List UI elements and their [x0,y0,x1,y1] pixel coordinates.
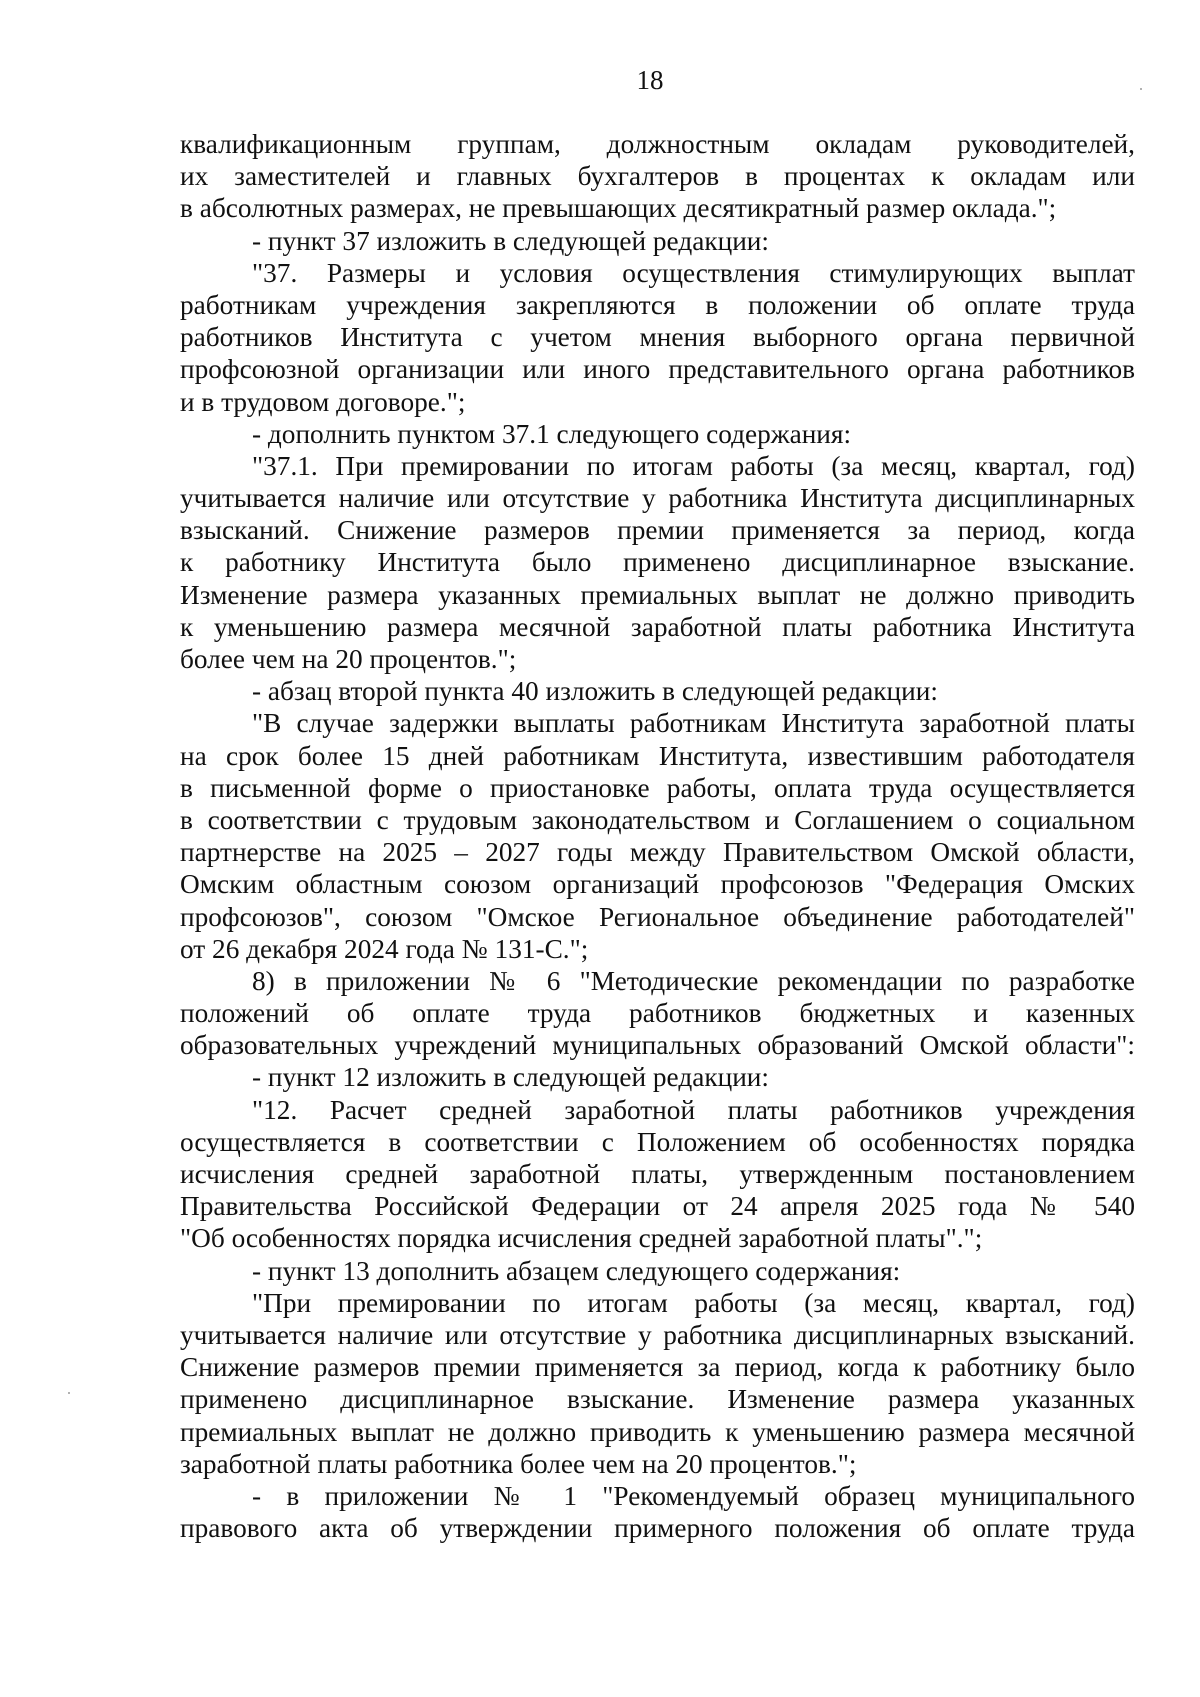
text-line: 8) в приложении № 6 "Методические рекомендации по разработке [252,965,1135,996]
text-line: применено дисциплинарное взыскание. Изменение размера указанных [180,1384,1135,1415]
text-line: их заместителей и главных бухгалтеров в процентах к окладам или [180,161,1135,192]
scan-speck [1140,88,1142,90]
text-line: на срок более 15 дней работникам Института, известившим работодателя [180,740,1135,771]
text-line: и в трудовом договоре."; [180,386,466,417]
text-line: - пункт 12 изложить в следующей редакции: [252,1062,769,1093]
text-line: взысканий. Снижение размеров премии применяется за период, когда [180,515,1135,546]
text-line: "При премировании по итогам работы (за месяц, квартал, год) [252,1287,1135,1318]
text-line: - пункт 13 дополнить абзацем следующего содержания: [252,1255,901,1286]
text-line: работникам учреждения закрепляются в положении об оплате труда [180,289,1135,320]
text-line: "В случае задержки выплаты работникам Института заработной платы [252,708,1135,739]
text-line: исчисления средней заработной платы, утвержденным постановлением [180,1159,1135,1189]
text-line: - абзац второй пункта 40 изложить в следующей редакции: [252,676,938,707]
text-line: - дополнить пунктом 37.1 следующего содержания: [252,418,852,449]
text-line: квалификационным группам, должностным окладам руководителей, [180,129,1135,159]
text-line: "37. Размеры и условия осуществления стимулирующих выплат [252,257,1135,288]
page-number: 18 [636,65,664,95]
scan-speck [68,1392,70,1394]
text-line: партнерстве на 2025 – 2027 годы между Правительством Омской области, [180,837,1135,868]
text-line: - пункт 37 изложить в следующей редакции: [252,225,769,256]
text-line: от 26 декабря 2024 года № 131-С."; [180,933,589,964]
text-line: в письменной форме о приостановке работы, оплата труда осуществляется [180,772,1135,803]
text-line: осуществляется в соответствии с Положением об особенностях порядка [180,1126,1135,1157]
text-line: к уменьшению размера месячной заработной платы работника Института [180,611,1135,642]
text-line: профсоюзной организации или иного представительного органа работников [180,354,1135,385]
text-line: положений об оплате труда работников бюджетных и казенных [180,998,1135,1029]
text-line: Снижение размеров премии применяется за период, когда к работнику было [180,1352,1135,1383]
text-line: учитывается наличие или отсутствие у работника дисциплинарных взысканий. [180,1319,1135,1350]
text-line: профсоюзов", союзом "Омское Региональное объединение работодателей" [180,901,1135,932]
text-line: "Об особенностях порядка исчисления средней заработной платы"."; [180,1223,983,1254]
text-line: образовательных учреждений муниципальных образований Омской области": [180,1030,1135,1061]
document-body [180,128,1135,1544]
text-line: работников Института с учетом мнения выборного органа первичной [180,322,1135,353]
text-line: Омским областным союзом организаций профсоюзов "Федерация Омских [180,869,1135,900]
text-line: учитывается наличие или отсутствие у работника Института дисциплинарных [180,483,1135,514]
text-line: "37.1. При премировании по итогам работы (за месяц, квартал, год) [252,450,1135,481]
text-line: правового акта об утверждении примерного положения об оплате труда [180,1513,1135,1544]
text-line: в соответствии с трудовым законодательством и Соглашением о социальном [180,804,1135,835]
text-line: премиальных выплат не должно приводить к уменьшению размера месячной [180,1416,1135,1447]
text-line: заработной платы работника более чем на 20 процентов."; [180,1448,857,1479]
text-line: к работнику Института было применено дисциплинарное взыскание. [180,547,1135,578]
text-line: Правительства Российской Федерации от 24 апреля 2025 года № 540 [180,1191,1135,1222]
text-line: Изменение размера указанных премиальных выплат не должно приводить [180,579,1135,610]
text-line: более чем на 20 процентов."; [180,644,517,674]
text-line: - в приложении № 1 "Рекомендуемый образец муниципального [252,1480,1135,1511]
text-line: в абсолютных размерах, не превышающих десятикратный размер оклада."; [180,193,1057,224]
text-line: "12. Расчет средней заработной платы работников учреждения [252,1094,1135,1125]
